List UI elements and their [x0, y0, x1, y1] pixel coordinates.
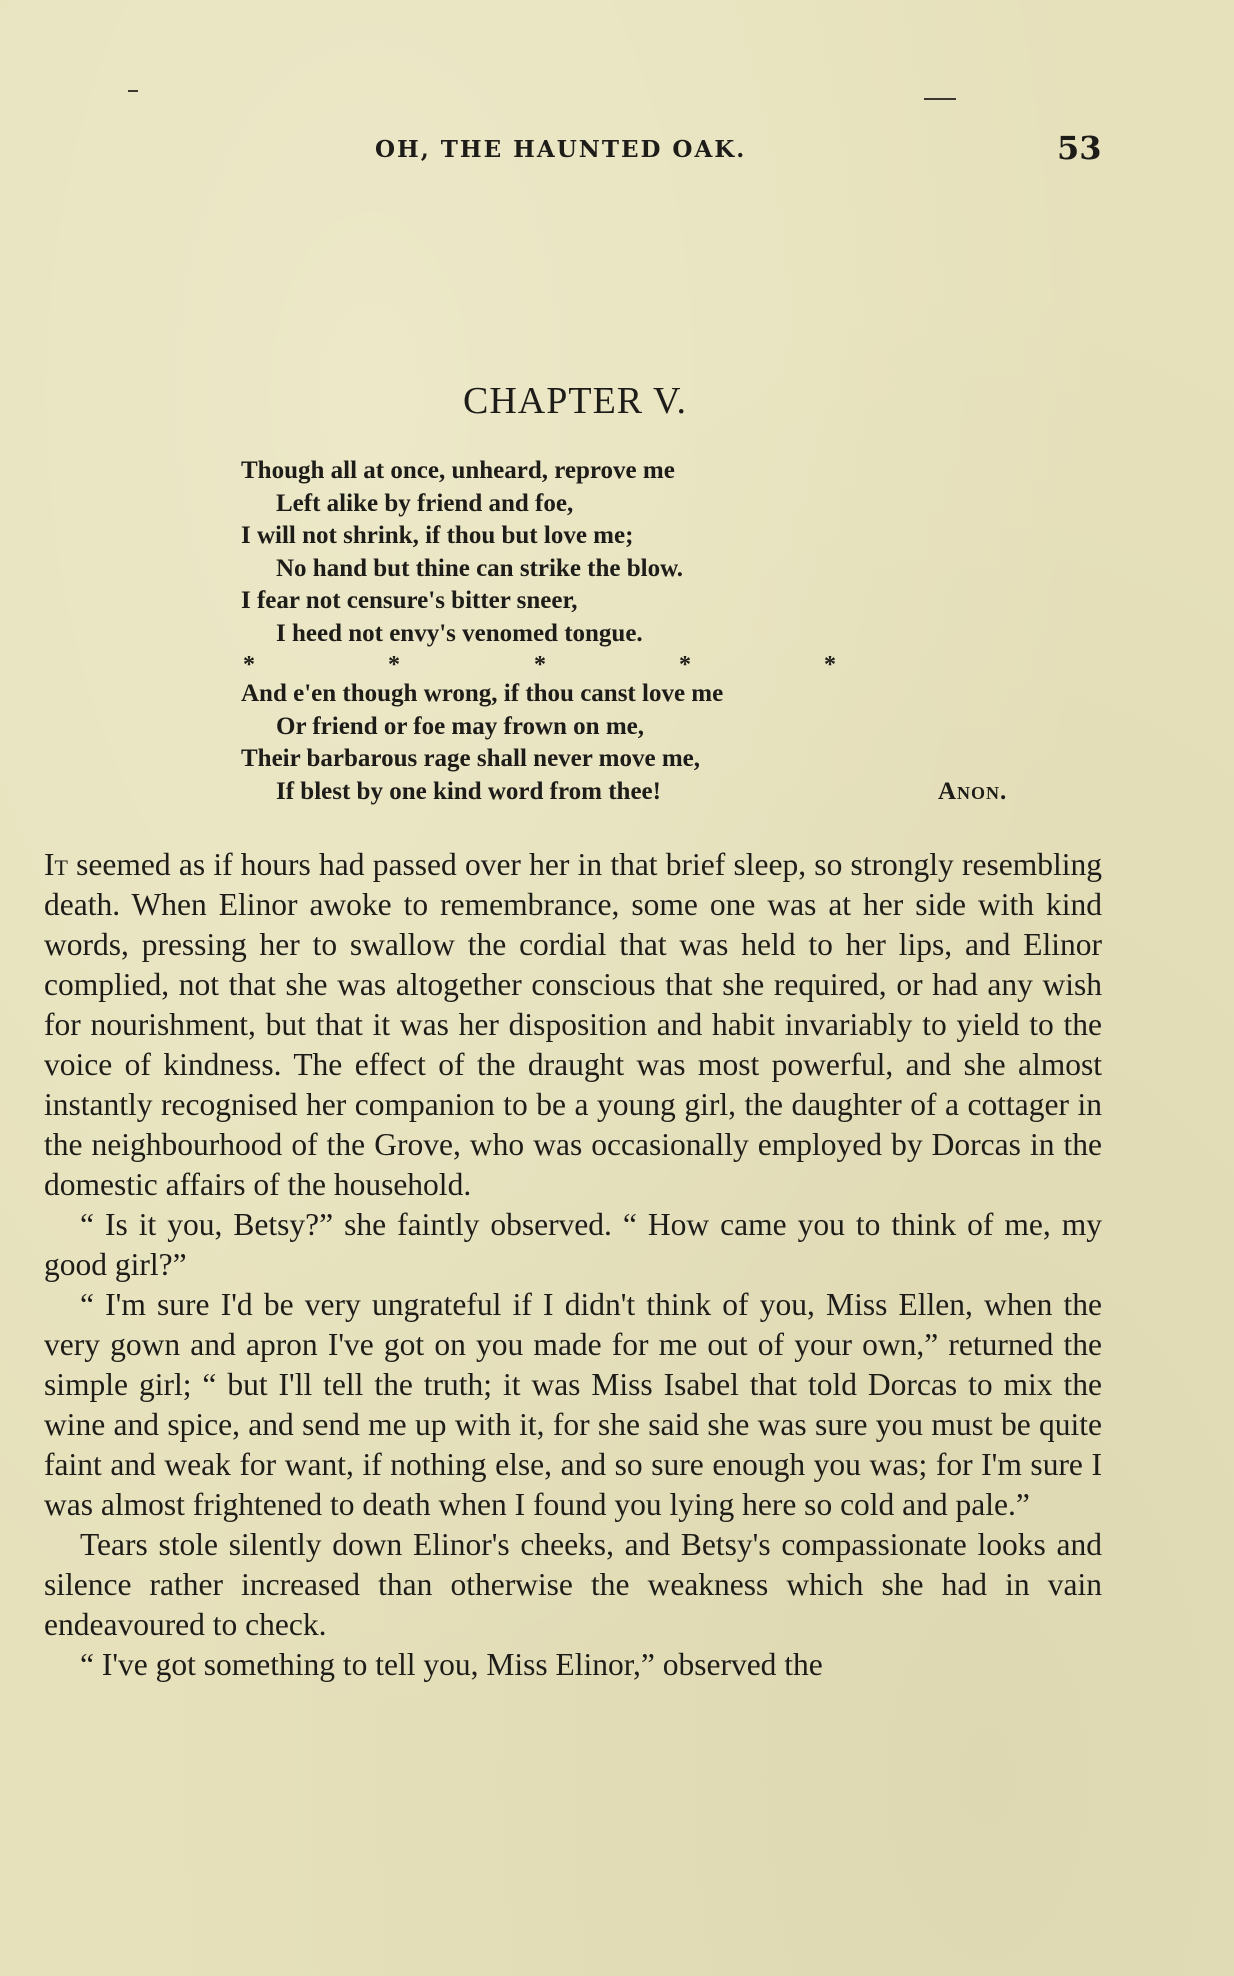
- paragraph: “ Is it you, Betsy?” she faintly observed. “ How came you to think of me, my good girl?”: [44, 1207, 1102, 1282]
- epigraph-ellipsis-stars: [241, 650, 1041, 678]
- paragraph: “ I'm sure I'd be very ungrateful if I didn't think of you, Miss Ellen, when the very gown and apron I've got on you made for me out of your own,” returned the simple girl; “ but I'll tell the truth; it was Miss Isabel that told Dorcas to mix the wine and spice, and send me up with it, for she said she was sure you must be quite faint and weak for want, if nothing else, and so sure enough you was; for I'm sure I was almost frightened to death when I found you lying here so cold and pale.”: [44, 1287, 1102, 1522]
- page-number: 53: [1057, 129, 1102, 167]
- epigraph-line: Or friend or foe may frown on me,: [276, 712, 645, 740]
- epigraph-line: No hand but thine can strike the blow.: [276, 554, 684, 582]
- epigraph-line: Though all at once, unheard, reprove me: [241, 457, 675, 484]
- epigraph-star: *: [534, 652, 546, 678]
- epigraph-line: If blest by one kind word from thee!: [276, 777, 661, 805]
- paragraph: [44, 845, 1102, 1205]
- paragraph: Tears stole silently down Elinor's cheeks, and Betsy's compassionate looks and silence rather increased than otherwise the weakness which she had in vain endeavoured to check.: [44, 1527, 1102, 1642]
- epigraph-line: And e'en though wrong, if thou canst love me: [241, 680, 724, 707]
- paragraph: “ I've got something to tell you, Miss Elinor,” observed the: [80, 1647, 823, 1682]
- epigraph-star: *: [824, 652, 836, 678]
- epigraph-last-row: [241, 776, 1041, 809]
- body-text: [44, 845, 1102, 1685]
- epigraph-line: Their barbarous rage shall never move me,: [241, 745, 700, 772]
- chapter-title: CHAPTER V.: [463, 380, 687, 422]
- epigraph-line: I heed not envy's venomed tongue.: [276, 619, 643, 647]
- paragraph-text: seemed as if hours had passed over her in that brief sleep, so strongly resembling death. When Elinor awoke to remembrance, some one was at her side with kind words, pressing her to swallow the cordial that was held to her lips, and Elinor complied, not that she was altogether conscious that she required, or had any wish for nourishment, but that it was her disposition and habit invariably to yield to the voice of kindness. The effect of the draught was most powerful, and she almost instantly recognised her companion to be a young girl, the daughter of a cottager in the neighbourhood of the Grove, who was occasionally employed by Dorcas in the domestic affairs of the household.: [44, 847, 1102, 1202]
- epigraph-star: *: [679, 652, 691, 678]
- margin-mark-left: [128, 90, 138, 92]
- epigraph-star: *: [388, 652, 400, 678]
- paragraph-lead-word: It: [44, 847, 68, 882]
- epigraph-star: *: [243, 652, 255, 678]
- epigraph-attribution: Anon.: [938, 777, 1008, 805]
- margin-mark-right: [924, 98, 956, 100]
- epigraph: [241, 455, 1041, 808]
- epigraph-line: Left alike by friend and foe,: [276, 489, 574, 517]
- epigraph-line: I fear not censure's bitter sneer,: [241, 587, 578, 614]
- epigraph-line: I will not shrink, if thou but love me;: [241, 522, 634, 549]
- running-head: OH, THE HAUNTED OAK.: [375, 136, 747, 163]
